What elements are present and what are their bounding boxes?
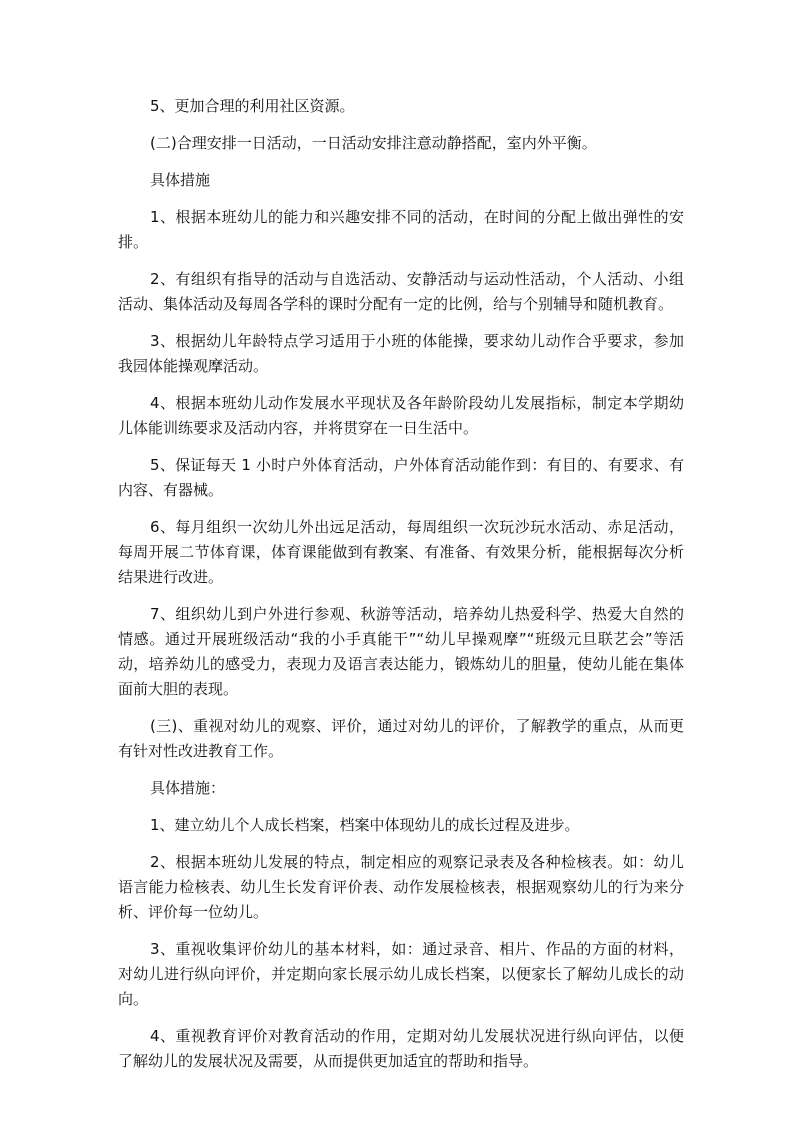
paragraph-measure-3: 3、根据幼儿年龄特点学习适用于小班的体能操，要求幼儿动作合乎要求，参加我园体能操观摩活动。 bbox=[118, 332, 684, 375]
section-heading-observation-evaluation: (三)、重视对幼儿的观察、评价，通过对幼儿的评价，了解教学的重点，从而更有针对性改进教育工作。 bbox=[118, 717, 684, 760]
document-body bbox=[118, 94, 684, 1086]
subheading-measures: 具体措施 bbox=[150, 171, 211, 189]
paragraph-measure-1: 1、根据本班幼儿的能力和兴趣安排不同的活动，在时间的分配上做出弹性的安排。 bbox=[118, 208, 684, 251]
paragraph-eval-4: 4、重视教育评价对教育活动的作用，定期对幼儿发展状况进行纵向评估，以便了解幼儿的发展状况及需要，从而提供更加适宜的帮助和指导。 bbox=[118, 1027, 684, 1070]
paragraph-eval-3: 3、重视收集评价幼儿的基本材料，如：通过录音、相片、作品的方面的材料，对幼儿进行纵向评价，并定期向家长展示幼儿成长档案，以便家长了解幼儿成长的动向。 bbox=[118, 940, 684, 1008]
paragraph-eval-1: 1、建立幼儿个人成长档案，档案中体现幼儿的成长过程及进步。 bbox=[150, 816, 580, 834]
paragraph-measure-6: 6、每月组织一次幼儿外出远足活动，每周组织一次玩沙玩水活动、赤足活动，每周开展二节体育课，体育课能做到有教案、有准备、有效果分析，能根据每次分析结果进行改进。 bbox=[118, 518, 684, 586]
paragraph-item-5-community: 5、更加合理的利用社区资源。 bbox=[150, 97, 355, 115]
paragraph-measure-4: 4、根据本班幼儿动作发展水平现状及各年龄阶段幼儿发展指标，制定本学期幼儿体能训练要求及活动内容，并将贯穿在一日生活中。 bbox=[118, 394, 684, 437]
paragraph-measure-7: 7、组织幼儿到户外进行参观、秋游等活动，培养幼儿热爱科学、热爱大自然的情感。通过开展班级活动“我的小手真能干”“幼儿早操观摩”“班级元旦联艺会”等活动，培养幼儿的感受力，表现力及语言表达能力，锻炼幼儿的胆量，使幼儿能在集体面前大胆的表现。 bbox=[118, 605, 684, 698]
paragraph-eval-2: 2、根据本班幼儿发展的特点，制定相应的观察记录表及各种检核表。如：幼儿语言能力检核表、幼儿生长发育评价表、动作发展检核表，根据观察幼儿的行为来分析、评价每一位幼儿。 bbox=[118, 853, 684, 921]
paragraph-measure-5: 5、保证每天 1 小时户外体育活动，户外体育活动能作到：有目的、有要求、有内容、有器械。 bbox=[118, 456, 684, 499]
section-heading-daily-activities: (二)合理安排一日活动，一日活动安排注意动静搭配，室内外平衡。 bbox=[150, 134, 597, 152]
subheading-measures-2: 具体措施： bbox=[150, 779, 226, 797]
paragraph-measure-2: 2、有组织有指导的活动与自选活动、安静活动与运动性活动，个人活动、小组活动、集体活动及每周各学科的课时分配有一定的比例，给与个别辅导和随机教育。 bbox=[118, 270, 684, 313]
